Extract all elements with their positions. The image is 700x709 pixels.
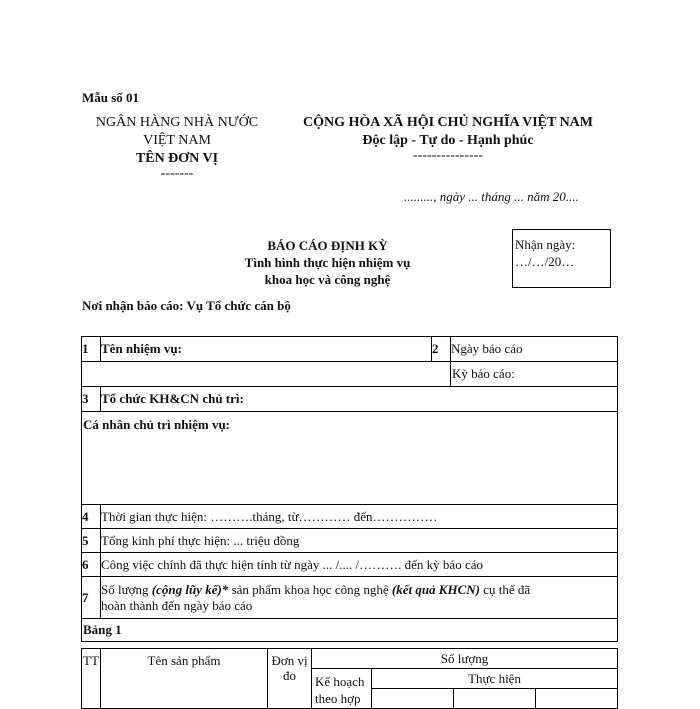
table1-caption: Bảng 1	[82, 619, 618, 642]
column-header-product-name: Tên sản phẩm	[101, 649, 268, 709]
national-motto: Độc lập - Tự do - Hạnh phúc	[362, 133, 534, 148]
product-count-text-part: cụ thể đã	[479, 581, 531, 597]
right-separator: ---------------	[413, 148, 483, 163]
recipient-line: Nơi nhận báo cáo: Vụ Tổ chức cán bộ	[82, 298, 291, 313]
row-product-count	[82, 577, 618, 619]
column-header-plan: Kế hoạch theo hợp	[312, 669, 372, 709]
date-line: ........., ngày ... tháng ... năm 20....	[404, 189, 579, 204]
nation-name: CỘNG HÒA XÃ HỘI CHỦ NGHĨA VIỆT NAM	[302, 115, 593, 130]
total-budget: Tổng kinh phí thực hiện: ... triệu đồng	[101, 529, 618, 553]
received-date-box	[512, 229, 611, 288]
principal-investigator-label: Cá nhân chủ trì nhiệm vụ:	[82, 412, 618, 505]
product-count-text-part: sản phẩm khoa học công nghệ	[228, 581, 392, 597]
done-subcolumn-3	[536, 689, 618, 709]
row-number: 5	[82, 529, 101, 553]
done-subcolumn-2	[454, 689, 536, 709]
kh-cn-result-note: (kết quả KHCN)	[391, 581, 480, 597]
column-header-quantity: Số lượng	[312, 649, 618, 669]
product-count-text-line-2: hoàn thành đến ngày báo cáo	[101, 597, 253, 613]
row-report-period	[82, 362, 618, 387]
report-title-line-2: Tình hình thực hiện nhiệm vụ	[244, 255, 411, 270]
implementation-time: Thời gian thực hiện: ……….tháng, từ………… đến……………	[101, 505, 618, 529]
row-total-budget	[82, 529, 618, 553]
issuing-organization	[82, 114, 272, 180]
report-period-label: Kỳ báo cáo:	[451, 362, 618, 387]
task-name-field[interactable]	[82, 362, 451, 387]
form-number: Mẫu số 01	[82, 90, 140, 105]
main-work-done: Công việc chính đã thực hiện tính từ ngày ... /.... /………. đến kỳ báo cáo	[101, 553, 618, 577]
report-title	[190, 237, 465, 288]
row-number: 4	[82, 505, 101, 529]
left-separator: -------	[160, 166, 194, 181]
row-number: 7	[82, 577, 101, 619]
unit-name: TÊN ĐƠN VỊ	[135, 151, 219, 166]
row-number: 3	[82, 387, 101, 412]
cumulative-note: (cộng lũy kế)*	[151, 581, 229, 597]
row-number: 1	[82, 337, 101, 362]
org-line-2: VIỆT NAM	[143, 133, 211, 148]
column-header-unit: Đơn vị đo	[268, 649, 312, 709]
product-count-text-part: Số lượng	[101, 581, 152, 597]
national-header	[290, 114, 606, 162]
product-count-text	[101, 577, 618, 619]
received-value: …/…/20…	[515, 254, 575, 269]
report-title-line-3: khoa học và công nghệ	[264, 272, 391, 287]
row-number: 6	[82, 553, 101, 577]
row-number: 2	[432, 337, 451, 362]
row-table1-caption	[82, 619, 618, 642]
received-label: Nhận ngày:	[515, 237, 576, 252]
report-title-line-1: BÁO CÁO ĐỊNH KỲ	[267, 238, 388, 253]
row-main-work	[82, 553, 618, 577]
host-organization-label: Tổ chức KH&CN chủ trì:	[101, 387, 618, 412]
task-name-label: Tên nhiệm vụ:	[101, 337, 432, 362]
row-implementation-time	[82, 505, 618, 529]
report-form-table	[81, 336, 618, 642]
row-task-name	[82, 337, 618, 362]
org-line-1: NGÂN HÀNG NHÀ NƯỚC	[95, 115, 259, 130]
row-principal-investigator	[82, 412, 618, 505]
row-host-organization	[82, 387, 618, 412]
report-date-label: Ngày báo cáo	[451, 337, 618, 362]
column-header-tt: TT	[82, 649, 101, 709]
done-subcolumn-1	[372, 689, 454, 709]
column-header-done: Thực hiện	[372, 669, 618, 689]
